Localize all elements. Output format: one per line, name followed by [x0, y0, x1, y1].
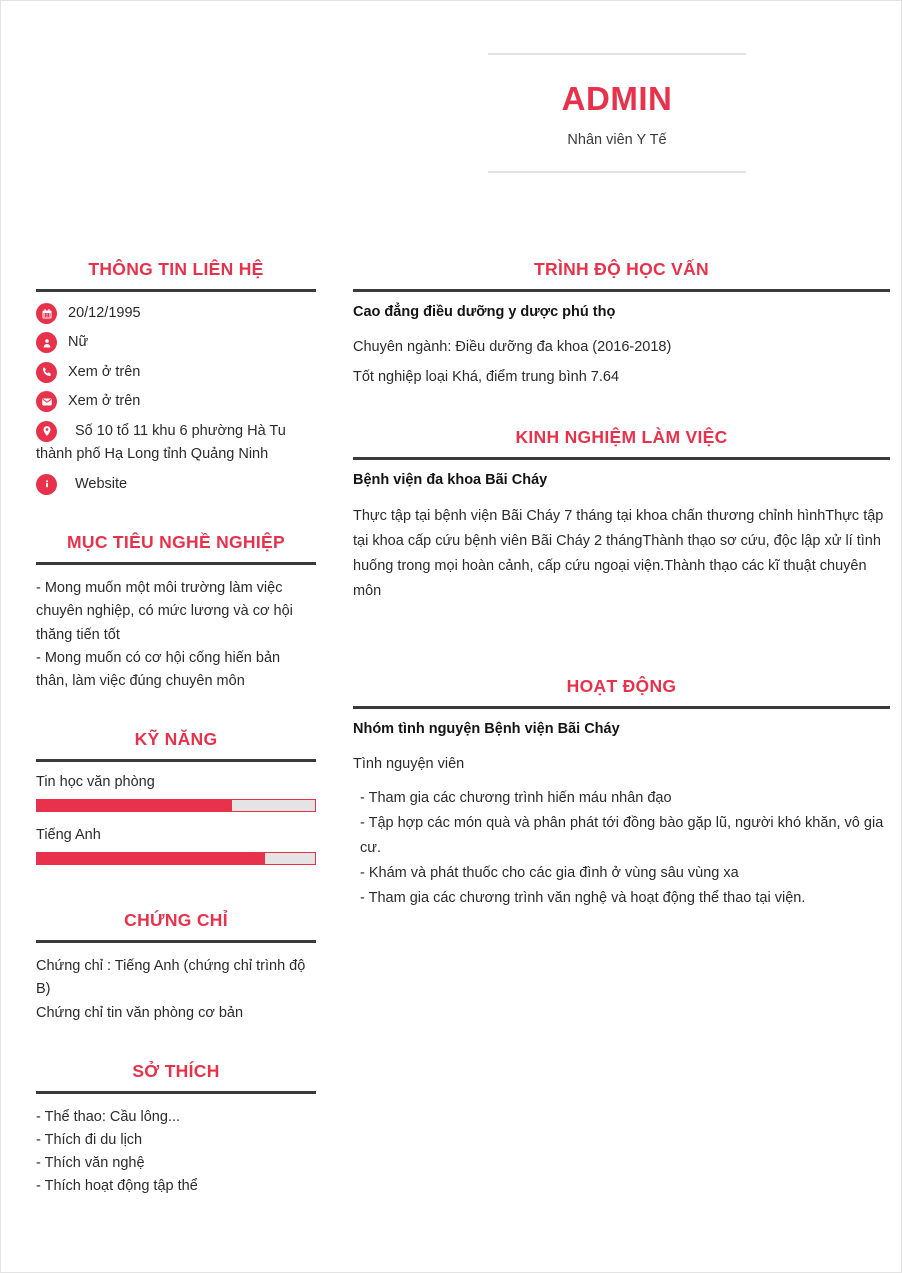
spacer: [353, 397, 890, 427]
contact-item-website[interactable]: [36, 473, 316, 495]
spacer: [36, 880, 316, 910]
section-title-activities: HOẠT ĐỘNG: [566, 675, 677, 696]
hobby-item: - Thích đi du lịch: [36, 1131, 143, 1148]
certificate-line: Chứng chỉ : Tiếng Anh (chứng chỉ trình độ B): [36, 958, 306, 998]
spacer: [36, 502, 316, 532]
experience-description: Thực tập tại bệnh viện Bãi Cháy 7 tháng tại khoa chấn thương chỉnh hìnhThực tập tại khoa cấp cứu bệnh viên Bãi Cháy 2 thángThành thạo sơ cứu, độc lập xử lí tình huống trong mọi hoàn cảnh, cấp cứu ngoại viện.Thành thạo các kĩ thuật chuyên môn: [353, 507, 884, 599]
skill-label: Tin học văn phòng: [36, 774, 155, 791]
header-divider-top: [488, 53, 746, 55]
activities-bullet: - Tham gia các chương trình văn nghệ và hoạt động thể thao tại viện.: [360, 889, 806, 906]
contact-item-email[interactable]: [36, 390, 316, 412]
section-activities: [353, 676, 890, 911]
objective-body: [36, 565, 316, 693]
contact-address-line1: Số 10 tổ 11 khu 6 phường Hà Tu: [75, 422, 286, 439]
section-title-contact: THÔNG TIN LIÊN HỆ: [88, 259, 264, 279]
skill-progress-track: [36, 799, 316, 812]
contact-item-phone[interactable]: [36, 361, 316, 383]
hobby-item: - Thích văn nghệ: [36, 1155, 145, 1172]
section-title-education: TRÌNH ĐỘ HỌC VẤN: [534, 259, 709, 279]
activities-role: Tình nguyện viên: [353, 755, 465, 772]
section-skills: [36, 729, 316, 865]
activities-bullet: - Tham gia các chương trình hiến máu nhân đạo: [360, 790, 672, 807]
contact-list: [36, 292, 316, 495]
location-icon: [36, 421, 57, 442]
activities-group: Nhóm tình nguyện Bệnh viện Bãi Cháy: [353, 720, 620, 737]
education-major: Chuyên ngành: Điều dưỡng đa khoa (2016-2018): [353, 339, 672, 355]
calendar-icon: [36, 303, 57, 324]
hobby-item: - Thể thao: Cầu lông...: [36, 1108, 181, 1125]
info-icon: [36, 474, 57, 495]
education-body: [353, 292, 890, 390]
person-icon: [36, 332, 57, 353]
skill-progress-track: [36, 852, 316, 865]
activities-bullet: - Tập hợp các món quà và phân phát tới đồng bào gặp lũ, người khó khăn, vô gia cư.: [360, 815, 884, 857]
experience-body: [353, 460, 890, 604]
certificates-body: [36, 943, 316, 1025]
section-hobbies: [36, 1061, 316, 1199]
spacer: [36, 1031, 316, 1061]
objective-line: - Mong muốn một môi trường làm việc chuyên nghiệp, có mức lương và cơ hội thăng tiến tốt: [36, 580, 293, 643]
contact-birthdate-text: 20/12/1995: [68, 305, 141, 321]
activities-bullet-list: [353, 786, 890, 911]
contact-email-text: Xem ở trên: [68, 393, 141, 410]
objective-line: - Mong muốn có cơ hội cống hiến bản thân, làm việc đúng chuyên môn: [36, 649, 281, 690]
candidate-name: ADMIN: [561, 80, 673, 117]
experience-company: Bệnh viện đa khoa Bãi Cháy: [353, 471, 548, 488]
education-school: Cao đẳng điều dưỡng y dược phú thọ: [353, 304, 616, 320]
contact-item-address[interactable]: [36, 420, 316, 466]
section-title-certificates: CHỨNG CHỈ: [124, 910, 228, 931]
candidate-role: Nhân viên Y Tế: [567, 132, 667, 149]
contact-website-text: Website: [75, 475, 128, 492]
hobbies-body: [36, 1094, 316, 1199]
section-contact: [36, 259, 316, 495]
section-title-objective: MỤC TIÊU NGHỀ NGHIỆP: [67, 532, 285, 553]
cv-header: [488, 53, 746, 173]
skill-item: [36, 827, 316, 865]
left-column: [36, 259, 316, 1205]
right-column: [353, 259, 890, 917]
contact-gender-text: Nữ: [68, 334, 89, 351]
education-result: Tốt nghiệp loại Khá, điểm trung bình 7.64: [353, 369, 620, 386]
section-objective: [36, 532, 316, 693]
spacer: [353, 610, 890, 676]
section-experience: [353, 427, 890, 604]
section-certificates: [36, 910, 316, 1025]
spacer: [36, 699, 316, 729]
email-icon: [36, 391, 57, 412]
section-education: [353, 259, 890, 390]
contact-phone-text: Xem ở trên: [68, 363, 141, 380]
contact-address-line2: thành phố Hạ Long tỉnh Quảng Ninh: [36, 446, 269, 463]
skill-item: [36, 774, 316, 812]
contact-item-birthdate[interactable]: [36, 302, 316, 324]
activities-body: [353, 709, 890, 911]
skill-progress-fill: [37, 853, 265, 864]
contact-item-gender[interactable]: [36, 331, 316, 353]
hobby-item: - Thích hoạt động tập thể: [36, 1178, 198, 1195]
skill-progress-fill: [37, 800, 232, 811]
section-title-skills: KỸ NĂNG: [134, 729, 218, 750]
header-divider-bottom: [488, 171, 746, 173]
section-title-hobbies: SỞ THÍCH: [132, 1060, 220, 1081]
phone-icon: [36, 362, 57, 383]
section-title-experience: KINH NGHIỆM LÀM VIỆC: [515, 426, 728, 447]
activities-bullet: - Khám và phát thuốc cho các gia đình ở vùng sâu vùng xa: [360, 865, 739, 882]
certificate-line: Chứng chỉ tin văn phòng cơ bản: [36, 1004, 244, 1021]
skill-label: Tiếng Anh: [36, 827, 101, 844]
skills-body: [36, 762, 316, 865]
